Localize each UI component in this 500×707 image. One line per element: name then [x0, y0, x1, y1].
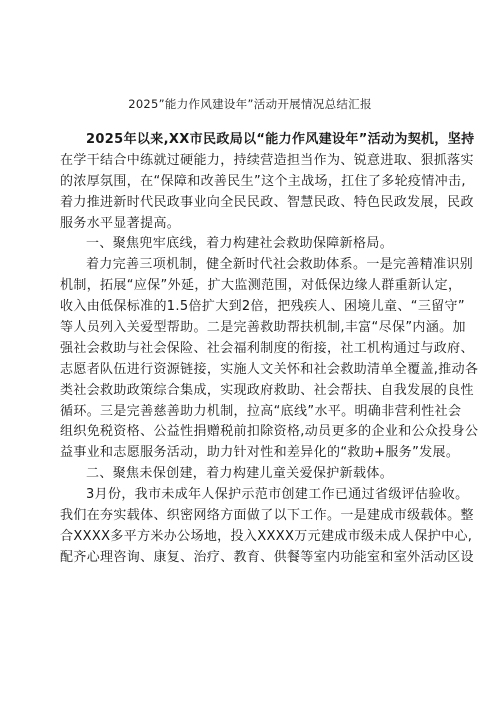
paragraph-line: 着力推进新时代民政事业向全民民政、智慧民政、特色民政发展，民政 — [60, 194, 474, 210]
paragraph-line: 配齐心理咨询、康复、治疗、教育、供餐等室内功能室和室外活动区设 — [60, 549, 474, 565]
paragraph-line: 组织免税资格、公益性捐赠税前扣除资格,动员更多的企业和公众投身公 — [60, 424, 479, 440]
section-heading-2 — [60, 464, 465, 485]
section-heading-line: 二、聚焦未保创建，着力构建儿童关爱保护新载体。 — [86, 466, 394, 482]
paragraph-line: 服务水平显著提高。 — [60, 215, 181, 231]
paragraph-line: 志愿者队伍进行资源链接，实施人文关怀和社会救助清单全覆盖,推动各 — [60, 361, 479, 377]
document-body — [60, 130, 479, 569]
section-heading-line: 一、聚焦兜牢底线，着力构建社会救助保障新格局。 — [86, 236, 394, 252]
paragraph-social-assistance — [60, 255, 479, 464]
paragraph-line: 的浓厚氛围，在“保障和改善民生”这个主战场，扛住了多轮疫情冲击, — [60, 173, 466, 189]
document-title: 2025”能力作风建设年”活动开展情况总结汇报 — [128, 97, 372, 111]
paragraph-line: 合XXXX多平方米办公场地，投入XXXX万元建成市级未成人保护中心, — [60, 528, 473, 544]
paragraph-line: 着力完善三项机制，健全新时代社会救助体系。一是完善精准识别 — [86, 257, 474, 273]
paragraph-line: 在学干结合中练就过硬能力，持续营造担当作为、锐意进取、狠抓落实 — [60, 152, 474, 168]
paragraph-child-protection — [60, 485, 474, 569]
paragraph-line: 机制，拓展“应保”外延，扩大监测范围，对低保边缘人群重新认定， — [60, 278, 462, 294]
paragraph-line: 强社会救助与社会保险、社会福利制度的衔接，社工机构通过与政府、 — [60, 340, 474, 356]
paragraph-line: 等人员列入关爱型帮助。二是完善救助帮扶机制,丰富“尽保”内涵。加 — [60, 320, 466, 336]
paragraph-line: 循环。三是完善慈善助力机制，拉高“底线”水平。明确非营利性社会 — [60, 403, 462, 419]
paragraph-line: 3月份，我市未成年人保护示范市创建工作已通过省级评估验收。 — [86, 487, 469, 503]
paragraph-line: 收入由低保标准的1.5倍扩大到2倍，把残疾人、困境儿童、“三留守” — [60, 299, 465, 315]
paragraph-line: 类社会救助政策综合集成，实现政府救助、社会帮扶、自我发展的良性 — [60, 382, 474, 398]
section-heading-1 — [60, 234, 465, 255]
paragraph-line: 2025年以来,XX市民政局以“能力作风建设年”活动为契机，坚持 — [86, 132, 475, 147]
paragraph-intro — [60, 130, 475, 234]
paragraph-line: 益事业和志愿服务活动，助力针对性和差异化的“救助+服务”发展。 — [60, 445, 460, 461]
paragraph-line: 我们在夯实载体、织密网络方面做了以下工作。一是建成市级载体。整 — [60, 508, 474, 524]
